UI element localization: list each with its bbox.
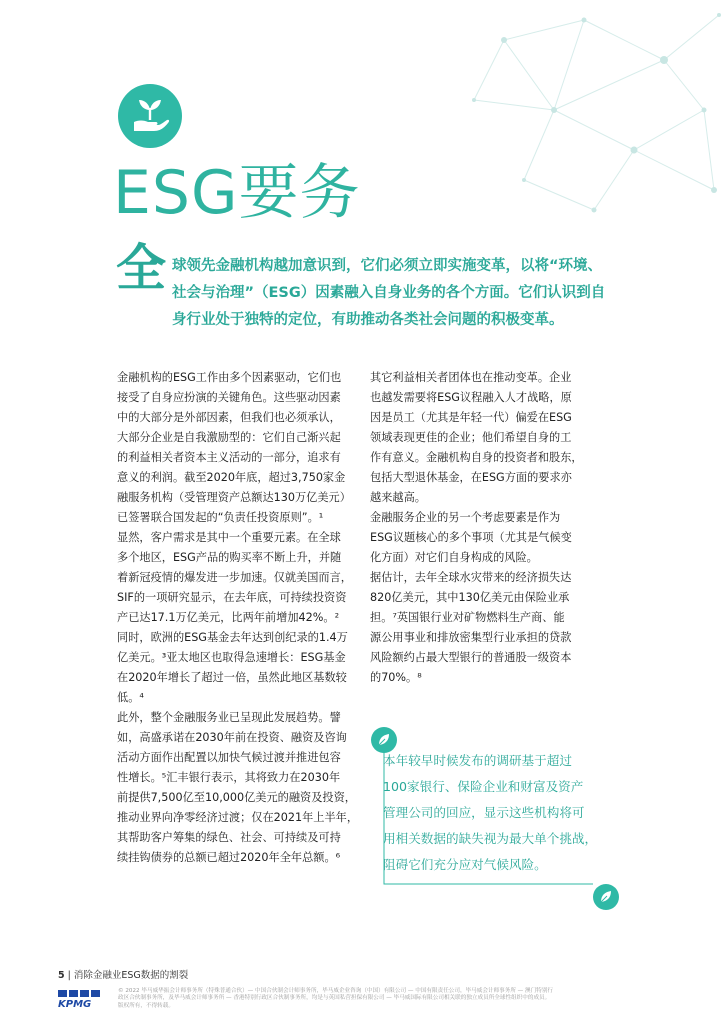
- page-title: ESG要务: [113, 158, 361, 228]
- callout-line: 本年较早时候发布的调研基于超过: [383, 753, 572, 768]
- intro-line: 社会与治理”（ESG）因素融入自身业务的各个方面。它们认识到自: [172, 285, 606, 301]
- intro-line: 球领先金融机构越加意识到，它们必须立即实施变革，以将“环境、: [172, 258, 603, 274]
- body-line: 其它利益相关者团体也在推动变革。企业: [370, 371, 572, 384]
- footer-page-info: [58, 967, 188, 981]
- body-line: 已签署联合国发起的“负责任投资原则”。¹: [117, 511, 324, 524]
- body-line: 显然，客户需求是其中一个重要元素。在全球: [117, 531, 341, 544]
- leaf-icon: [593, 884, 619, 910]
- body-line: 的利益相关者资本主义活动的一部分，追求有: [117, 451, 341, 464]
- body-line: SIF的一项研究显示，在去年底，可持续投资资: [117, 591, 347, 604]
- body-line: 低。⁴: [117, 691, 144, 704]
- body-line: 金融机构的ESG工作由多个因素驱动，它们也: [117, 371, 342, 384]
- body-line: 产已达17.1万亿美元，比两年前增加42%。²: [117, 611, 340, 624]
- legal-line: © 2022 毕马威华振会计师事务所（特殊普通合伙）— 中国合伙制会计师事务所，毕马威企业咨询（中国）有限公司 — 中国有限责任公司，毕马威会计师事务所 — 澳门特别行: [118, 988, 554, 994]
- body-line: 大部分企业是自我激励型的：它们自己渐兴起: [117, 431, 341, 444]
- body-line: 亿美元。³亚太地区也取得急速增长：ESG基金: [117, 651, 346, 664]
- body-line: 金融服务企业的另一个考虑要素是作为: [370, 511, 561, 524]
- body-line: 也越发需要将ESG议程融入人才战略，原: [370, 391, 572, 404]
- body-line: 如，高盛承诺在2030年前在投资、融资及咨询: [117, 731, 347, 744]
- body-line: 接受了自身应扮演的关键角色。这些驱动因素: [117, 391, 341, 404]
- body-line: 此外，整个金融服务业已呈现此发展趋势。譬: [117, 711, 341, 724]
- callout-line: 管理公司的回应，显示这些机构将可: [383, 805, 585, 820]
- body-line: 源公用事业和排放密集型行业承担的贷款: [370, 631, 572, 644]
- body-line: 领域表现更佳的企业；他们希望自身的工: [370, 431, 572, 444]
- callout-line: 用相关数据的缺失视为最大单个挑战，: [383, 831, 598, 846]
- body-column-left: [117, 368, 362, 868]
- body-line: 多个地区，ESG产品的购买率不断上升，并随: [117, 551, 342, 564]
- body-line: 中的大部分是外部因素，但我们也必须承认，: [117, 411, 341, 424]
- body-line: 的70%。⁸: [370, 671, 422, 684]
- network-graphic: [464, 0, 724, 230]
- body-line: 其帮助客户筹集的绿色、社会、可持续及可持: [117, 831, 341, 844]
- hand-sprout-icon: [118, 84, 182, 148]
- legal-line: 政区合伙制事务所，及毕马威会计师事务所 — 香港特别行政区合伙制事务所，均是与英国私营担保有限公司 — 毕马威国际有限公司相关联的独立成员所全球性组织中的成员。: [118, 995, 551, 1002]
- legal-line: 版权所有，不得转载。: [118, 1002, 174, 1009]
- body-line: 同时，欧洲的ESG基金去年达到创纪录的1.4万: [117, 631, 348, 644]
- body-line: 820亿美元，其中130亿美元由保险业承: [370, 591, 570, 604]
- footer-separator: |: [64, 970, 74, 981]
- body-column-right: [370, 368, 610, 688]
- body-line: 性增长。⁵汇丰银行表示，其将致力在2030年: [117, 771, 341, 784]
- body-line: 担。⁷英国银行业对矿物燃料生产商、能: [370, 611, 565, 624]
- callout-line: 阻碍它们充分应对气候风险。: [383, 857, 547, 872]
- footer-doc-title: 消除金融业ESG数据的割裂: [73, 970, 189, 981]
- body-line: 越来越高。: [370, 491, 426, 504]
- callout-text: [383, 748, 613, 878]
- body-line: 化方面）对它们自身构成的风险。: [370, 551, 538, 564]
- body-line: 活动方面作出配置以加快气候过渡并推进包容: [117, 751, 341, 764]
- body-line: 着新冠疫情的爆发进一步加速。仅就美国而言，: [117, 571, 352, 584]
- kpmg-logo-text: KPMG: [58, 999, 92, 1008]
- body-line: 推动业界向净零经济过渡；仅在2021年上半年，: [117, 811, 359, 824]
- body-line: 包括大型退休基金，在ESG方面的要求亦: [370, 471, 572, 484]
- body-line: 融服务机构（受管理资产总额达130万亿美元）: [117, 491, 351, 504]
- intro-paragraph: [172, 253, 617, 334]
- body-line: 续挂钩债券的总额已超过2020年全年总额。⁶: [117, 851, 341, 864]
- body-line: 作有意义。金融机构自身的投资者和股东，: [370, 451, 583, 464]
- body-line: 意义的利润。截至2020年底，超过3,750家金: [117, 471, 346, 484]
- body-line: ESG议题核心的多个事项（尤其是气候变: [370, 531, 572, 544]
- callout-line: 100家银行、保险企业和财富及资产: [383, 779, 584, 794]
- body-line: 因是员工（尤其是年轻一代）偏爱在ESG: [370, 411, 572, 424]
- legal-notice: [118, 988, 678, 1010]
- body-line: 据估计，去年全球水灾带来的经济损失达: [370, 571, 572, 584]
- intro-dropcap: 全: [116, 239, 166, 297]
- intro-line: 身行业处于独特的定位，有助推动各类社会问题的积极变革。: [172, 312, 564, 328]
- body-line: 前提供7,500亿至10,000亿美元的融资及投资，: [117, 791, 356, 804]
- page-number: 5: [58, 970, 65, 981]
- body-line: 在2020年增长了超过一倍，虽然此地区基数较: [117, 671, 347, 684]
- body-line: 风险额约占最大型银行的普通股一级资本: [370, 651, 572, 664]
- kpmg-logo: [58, 990, 112, 1008]
